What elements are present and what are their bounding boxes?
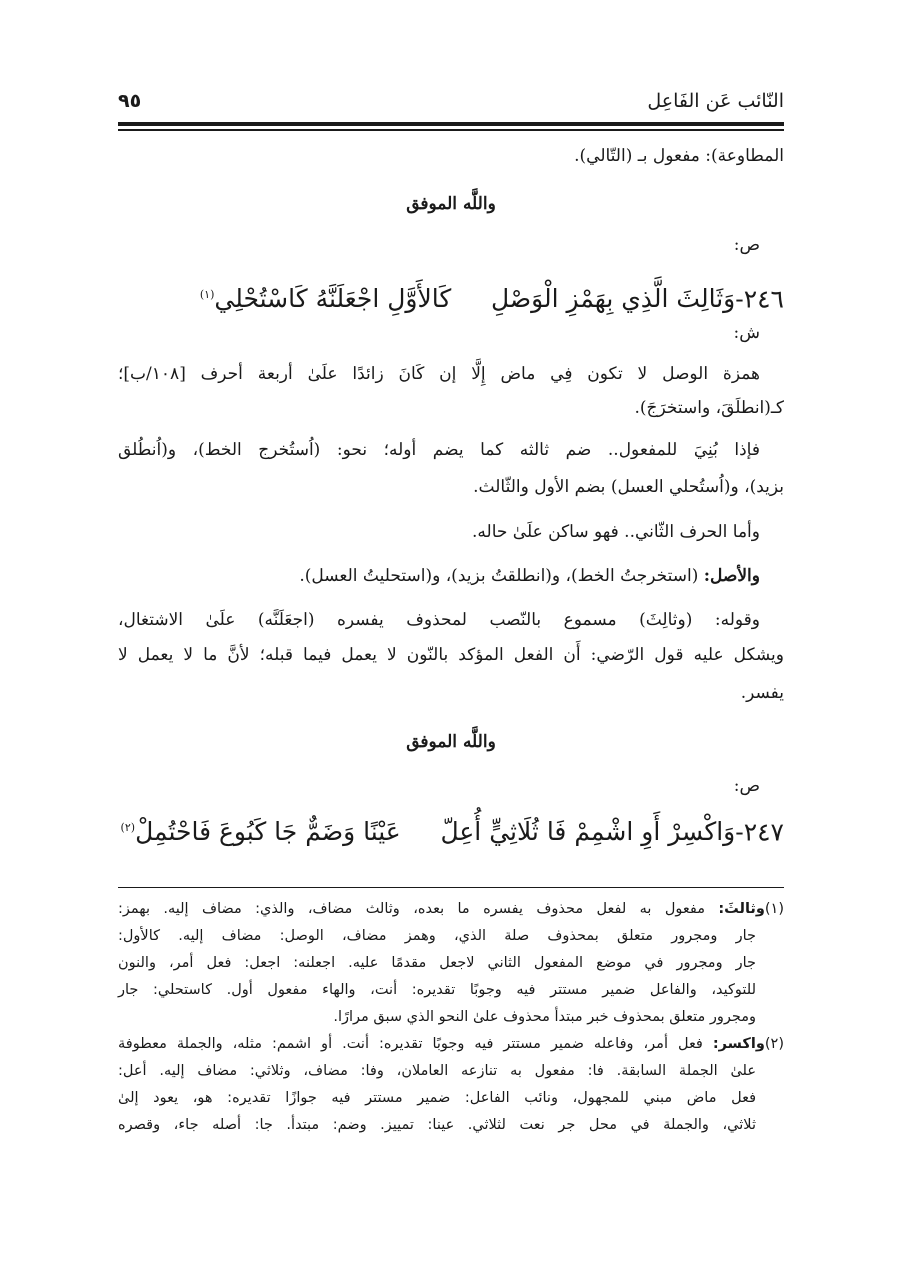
footnote-ref[interactable]: (٢) bbox=[120, 821, 136, 834]
text-line: وقوله: (وثالِثَ) مسموع بالنّصب لمحذوف يفسره (اجعَلَنَّه) علَىٰ الاشتغال، bbox=[118, 610, 760, 630]
text-line: ويشكل عليه قول الرّضي: أَن الفعل المؤكد بالنّون لا يعمل فيما قبله؛ لأنَّ ما لا يعمل لا bbox=[118, 645, 784, 665]
verse-hemistich-first: وَثَالِثَ الَّذِي بِهَمْزِ الْوَصْلِ bbox=[490, 284, 736, 314]
footnote-line bbox=[118, 897, 784, 921]
text-line: المطاوعة): مفعول بـ (التّالي). bbox=[574, 146, 784, 166]
chapter-title: النّائب عَن الفَاعِل bbox=[647, 90, 784, 112]
verse-247 bbox=[121, 808, 784, 852]
text-line: يفسر. bbox=[740, 683, 784, 703]
verse-marker: ص: bbox=[733, 235, 760, 255]
verse-hemistich-second: كَالأَوَّلِ اجْعَلَنَّهُ كَاسْتُحْلِي bbox=[214, 284, 452, 314]
footnote-separator bbox=[118, 887, 784, 888]
footnote-number: (٢) bbox=[764, 1036, 784, 1052]
verse-number: ٢٤٧- bbox=[735, 817, 784, 847]
footnote-line: جار ومجرور في موضع المفعول الثاني لاجعل مقدمًا عليه. اجعلنه: اجعل: فعل أمر، والنون bbox=[118, 955, 756, 971]
bold-term: وثالثَ: bbox=[718, 901, 765, 917]
text-line: همزة الوصل لا تكون فِي ماض إِلَّا إن كَانَ زائدًا علَىٰ أربعة أحرف [١٠٨/ب]؛ bbox=[118, 364, 760, 384]
footnote-line: ومجرور متعلق بمحذوف خبر مبتدأ محذوف علىٰ النحو الذي سبق مرارًا. bbox=[333, 1009, 756, 1025]
text-run: فعل أمر، وفاعله ضمير مستتر فيه وجوبًا تقديره: أنت. أو اشمم: مثله، والجملة معطوفة bbox=[118, 1036, 713, 1052]
footnote-line bbox=[118, 1032, 784, 1056]
text-line: بزيد)، و(اُستُحلي العسل) بضم الأول والثّالث. bbox=[473, 477, 784, 497]
header-rule-thin bbox=[118, 129, 784, 131]
header-rule-thick bbox=[118, 122, 784, 126]
verse-number: ٢٤٦- bbox=[735, 284, 784, 314]
text-line: وأما الحرف الثّاني.. فهو ساكن علَىٰ حاله. bbox=[472, 522, 760, 542]
bold-term: والأصل: bbox=[703, 566, 760, 586]
footnote-line: فعل ماض مبني للمجهول، ونائب الفاعل: ضمير مستتر فيه جوازًا تقديره: هو، يعود إلىٰ bbox=[118, 1090, 756, 1106]
text-line: كـ(انطلَقَ، واستخرَجَ). bbox=[634, 398, 784, 418]
text-run: (استخرجتُ الخط)، و(انطلقتُ بزيد)، و(استحليتُ العسل). bbox=[299, 566, 704, 586]
text-line: فإذا بُنِيَ للمفعول.. ضم ثالثه كما يضم أوله؛ نحو: (اُستُخرج الخط)، و(اُنطُلق bbox=[118, 440, 760, 460]
verse-hemistich-second: عَيْنًا وَضَمٌّ جَا كَبُوعَ فَاحْتُمِلْ bbox=[135, 817, 401, 847]
running-header bbox=[118, 86, 784, 116]
footnote-line: علىٰ الجملة السابقة. فا: مفعول به تنازعه العاملان، وفا: مضاف، وثلاثي: مضاف إليه. أعل: bbox=[118, 1063, 756, 1079]
footnote-line: للتوكيد، والفاعل ضمير مستتر فيه وجوبًا تقديره: أنت، والهاء مفعول أول. كاستحلي: جار bbox=[118, 982, 756, 998]
verse-marker: ص: bbox=[733, 776, 760, 796]
closing-phrase: واللَّه الموفق bbox=[406, 732, 496, 752]
text-line bbox=[299, 563, 760, 589]
footnote-number: (١) bbox=[764, 901, 784, 917]
verse-246 bbox=[200, 275, 784, 319]
bold-term: واكسر: bbox=[712, 1036, 765, 1052]
verse-hemistich-first: وَاكْسِرْ أَوِ اشْمِمْ فَا ثُلَاثِيٍّ أُعِلّ bbox=[440, 817, 736, 847]
footnote-line: جار ومجرور متعلق بمحذوف صلة الذي، وهمز مضاف، الوصل: مضاف إليه. كالأول: bbox=[118, 928, 756, 944]
text-run: مفعول به لفعل محذوف يفسره ما بعده، وثالث مضاف، والذي: مضاف إليه. بهمز: bbox=[118, 901, 719, 917]
footnote-ref[interactable]: (١) bbox=[199, 288, 215, 301]
closing-phrase: واللَّه الموفق bbox=[406, 194, 496, 214]
footnote-line: ثلاثي، والجملة في محل جر نعت لثلاثي. عينا: تمييز. وضم: مبتدأ. جا: أصله جاء، وقصره bbox=[118, 1117, 756, 1133]
commentary-marker: ش: bbox=[733, 323, 760, 343]
page-number: ٩٥ bbox=[118, 90, 142, 112]
